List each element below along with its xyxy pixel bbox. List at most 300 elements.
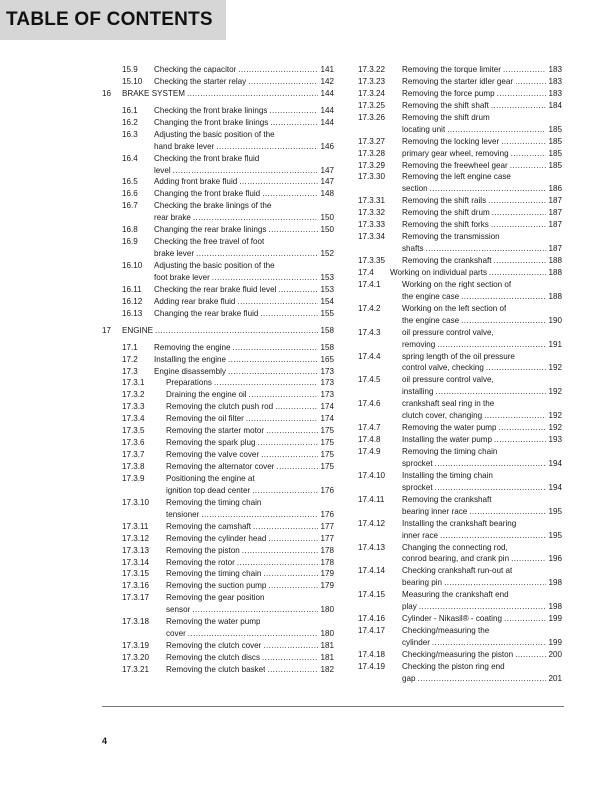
toc-entry-line [358, 589, 562, 601]
toc-entry[interactable] [358, 542, 562, 566]
dot-leader [440, 530, 546, 542]
toc-entry[interactable] [358, 649, 562, 661]
toc-entry[interactable] [102, 176, 334, 188]
toc-page-number: 188 [548, 267, 562, 277]
toc-right-column [358, 64, 562, 685]
toc-entry[interactable] [102, 401, 334, 413]
toc-entry-number: 17.3.1 [122, 378, 145, 388]
toc-entry-number: 17.3.19 [122, 641, 150, 651]
dot-leader [214, 377, 319, 389]
footer-divider [102, 706, 564, 707]
toc-entry-line [102, 117, 334, 129]
toc-entry-line [358, 613, 562, 625]
toc-page-number: 144 [320, 105, 334, 115]
toc-entry-title: Changing the rear brake fluid [154, 308, 259, 318]
toc-page-number: 180 [320, 629, 334, 639]
toc-entry-title: oil pressure control valve, [402, 327, 494, 337]
toc-page-number: 183 [548, 76, 562, 86]
toc-page-number: 195 [548, 530, 562, 540]
toc-entry[interactable] [358, 613, 562, 625]
toc-entry-title: Removing the transmission [402, 232, 500, 242]
toc-entry[interactable] [102, 342, 334, 354]
dot-leader [252, 485, 318, 497]
dot-leader [269, 105, 318, 117]
toc-entry-title: Removing the shift shaft [402, 100, 489, 110]
toc-page-number: 174 [320, 414, 334, 424]
toc-entry-number: 17.4.5 [358, 375, 381, 385]
toc-entry[interactable] [358, 625, 562, 649]
toc-page-number: 175 [320, 462, 334, 471]
toc-entry[interactable] [358, 518, 562, 542]
toc-entry[interactable] [102, 200, 334, 224]
toc-entry-title: Removing the torque limiter [402, 65, 501, 74]
toc-entry[interactable] [358, 88, 562, 100]
toc-entry[interactable] [102, 117, 334, 129]
toc-entry[interactable] [102, 260, 334, 284]
dot-leader [444, 577, 546, 589]
toc-entry[interactable] [358, 148, 562, 160]
toc-entry-line [358, 494, 562, 506]
dot-leader [261, 449, 318, 461]
toc-page-number: 147 [320, 177, 334, 187]
toc-entry[interactable] [358, 255, 562, 267]
toc-page-number: 177 [320, 521, 334, 531]
toc-entry-title: bearing pin [402, 578, 443, 588]
toc-entry-title: Removing the rotor [166, 557, 235, 567]
toc-entry-line [102, 248, 334, 260]
toc-entry[interactable] [102, 236, 334, 260]
toc-entry-title: Installing the water pump [402, 435, 492, 445]
toc-entry-line [102, 461, 334, 473]
header-bar [0, 0, 226, 40]
dot-leader [489, 267, 546, 279]
toc-entry-line [102, 64, 334, 76]
toc-page-number: 198 [548, 578, 562, 588]
toc-entry[interactable] [102, 592, 334, 616]
toc-entry[interactable] [358, 351, 562, 375]
toc-entry-title: gap [402, 673, 416, 683]
dot-leader [196, 248, 318, 260]
toc-entry-title: Measuring the crankshaft end [402, 590, 509, 600]
toc-entry-line [102, 604, 334, 616]
toc-entry-title: Preparations [166, 378, 212, 388]
toc-entry-title: Checking the free travel of foot [154, 237, 265, 247]
toc-entry-line [102, 616, 334, 628]
page-number: 4 [102, 736, 108, 746]
toc-entry[interactable] [358, 279, 562, 303]
toc-entry[interactable] [358, 136, 562, 148]
toc-entry-title: Removing the alternator cover [166, 462, 275, 471]
toc-entry[interactable] [358, 64, 562, 76]
toc-entry[interactable] [102, 521, 334, 533]
toc-entry-number: 16.9 [122, 237, 138, 247]
toc-entry-title: section [402, 184, 428, 194]
toc-page-number: 194 [548, 482, 562, 492]
toc-entry-title: clutch cover, changing [402, 411, 483, 421]
dot-leader [262, 652, 318, 664]
dot-leader [491, 219, 547, 231]
toc-entry[interactable] [358, 207, 562, 219]
dot-leader [253, 521, 318, 533]
toc-entry-title: cover [166, 629, 186, 639]
toc-entry-number: 17.4.6 [358, 399, 381, 409]
toc-page-number: 150 [320, 225, 334, 235]
dot-leader [173, 165, 319, 177]
toc-entry-line [358, 88, 562, 100]
dot-leader [484, 410, 546, 422]
toc-entry-number: 16.6 [122, 189, 138, 199]
toc-entry-title: Checking the brake linings of the [154, 201, 272, 211]
toc-entry[interactable] [102, 153, 334, 177]
toc-entry-title: Removing the clutch discs [166, 653, 261, 662]
toc-entry-number: 17.3.27 [358, 136, 386, 146]
toc-entry[interactable] [102, 497, 334, 521]
toc-entry[interactable] [358, 494, 562, 518]
toc-entry-line [358, 100, 562, 112]
toc-entry[interactable] [102, 325, 334, 337]
toc-entry[interactable] [358, 470, 562, 494]
toc-page-number: 155 [320, 308, 334, 318]
toc-entry-number: 17.4.14 [358, 566, 386, 576]
toc-entry-title: removing [402, 339, 436, 349]
toc-entry-title: Removing the locking lever [402, 136, 500, 146]
toc-page-number: 194 [548, 458, 562, 468]
toc-entry[interactable] [102, 308, 334, 320]
dot-leader [263, 568, 318, 580]
toc-entry-title: Checking crankshaft run-out at [402, 566, 513, 576]
toc-page-number: 192 [548, 423, 562, 433]
toc-entry[interactable] [102, 568, 334, 580]
toc-page-number: 173 [320, 378, 334, 388]
toc-entry[interactable] [358, 661, 562, 685]
toc-entry-line [358, 195, 562, 207]
dot-leader [275, 401, 318, 413]
toc-entry[interactable] [102, 366, 334, 378]
toc-entry[interactable] [358, 422, 562, 434]
toc-entry-title: level [154, 165, 171, 175]
toc-page-number: 174 [320, 402, 334, 412]
dot-leader [228, 354, 318, 366]
toc-entry-title: ENGINE [122, 325, 154, 335]
toc-entry-line [102, 188, 334, 200]
toc-entry[interactable] [102, 377, 334, 389]
toc-page-number: 173 [320, 366, 334, 376]
toc-page-number: 185 [548, 160, 562, 170]
dot-leader [436, 386, 547, 398]
toc-entry-line [102, 664, 334, 676]
dot-leader [504, 613, 547, 625]
dot-leader [511, 553, 546, 565]
toc-entry-title: rear brake [154, 213, 191, 223]
toc-entry-number: 16 [102, 88, 112, 98]
toc-entry[interactable] [358, 171, 562, 195]
toc-entry-number: 17.4.9 [358, 447, 381, 456]
toc-page-number: 178 [320, 557, 334, 567]
toc-entry-number: 16.7 [122, 201, 138, 211]
toc-page-number: 187 [548, 208, 562, 218]
toc-entry-number: 17.3.7 [122, 450, 145, 460]
toc-entry-line [358, 374, 562, 386]
toc-entry[interactable] [102, 389, 334, 401]
toc-page-number: 193 [548, 435, 562, 445]
dot-leader [510, 160, 547, 172]
dot-leader [437, 339, 546, 351]
toc-entry-title: Working on individual parts [390, 267, 488, 277]
toc-entry-title: Removing the freewheel gear [402, 160, 508, 170]
toc-entry-title: Checking the front brake linings [154, 105, 268, 115]
toc-entry[interactable] [102, 557, 334, 569]
toc-entry[interactable] [102, 461, 334, 473]
toc-entry[interactable] [358, 374, 562, 398]
toc-entry-line [102, 236, 334, 248]
toc-entry[interactable] [358, 267, 562, 279]
toc-entry-number: 17.4.10 [358, 470, 386, 480]
toc-entry[interactable] [102, 88, 334, 100]
toc-entry-number: 17.3.8 [122, 462, 145, 471]
toc-entry-line [102, 413, 334, 425]
toc-entry-line [358, 637, 562, 649]
toc-entry[interactable] [102, 188, 334, 200]
dot-leader [501, 136, 546, 148]
toc-page-number: 176 [320, 509, 334, 519]
dot-leader [515, 76, 546, 88]
toc-entry-line [102, 449, 334, 461]
dot-leader [461, 315, 546, 327]
toc-page-number: 188 [548, 291, 562, 301]
toc-entry-line [102, 76, 334, 88]
toc-entry-title: Installing the crankshaft bearing [402, 518, 517, 528]
toc-entry-title: bearing inner race [402, 506, 468, 516]
toc-entry-title: Changing the connecting rod, [402, 542, 508, 552]
toc-entry-line [102, 568, 334, 580]
toc-entry-line [102, 105, 334, 117]
toc-entry[interactable] [358, 160, 562, 172]
toc-entry[interactable] [358, 76, 562, 88]
toc-entry-title: the engine case [402, 291, 460, 301]
toc-entry-title: Removing the shift drum [402, 208, 490, 218]
toc-entry-line [358, 339, 562, 351]
toc-entry-title: Removing the shift rails [402, 196, 487, 206]
toc-entry-title: Removing the timing chain [166, 497, 262, 507]
toc-entry-number: 16.11 [122, 284, 142, 294]
toc-entry-title: spring length of the oil pressure [402, 351, 515, 361]
toc-page-number: 199 [548, 638, 562, 647]
dot-leader [266, 425, 318, 437]
toc-entry-line [102, 377, 334, 389]
toc-entry[interactable] [102, 284, 334, 296]
toc-page-number: 192 [548, 387, 562, 397]
toc-page-number: 141 [320, 65, 334, 74]
toc-entry-line [358, 112, 562, 124]
toc-page-number: 187 [548, 244, 562, 254]
toc-entry-number: 17 [102, 325, 112, 335]
toc-entry-number: 17.3.32 [358, 208, 386, 218]
toc-page-number: 158 [320, 325, 334, 335]
toc-entry-number: 17.3.23 [358, 76, 386, 86]
toc-entry-number: 17.3.12 [122, 533, 150, 543]
toc-entry-line [358, 231, 562, 243]
toc-entry-title: Checking/measuring the piston [402, 649, 514, 659]
toc-entry[interactable] [102, 224, 334, 236]
toc-entry-number: 17.4.16 [358, 614, 386, 624]
dot-leader [447, 124, 546, 136]
toc-entry-title: tensioner [166, 509, 200, 519]
dot-leader [242, 545, 319, 557]
toc-entry-number: 17.4.3 [358, 327, 381, 337]
toc-entry-line [358, 565, 562, 577]
toc-entry-number: 15.10 [122, 76, 143, 86]
toc-entry-number: 17.4.15 [358, 590, 386, 600]
dot-leader [494, 255, 547, 267]
toc-entry-line [358, 470, 562, 482]
toc-entry-line [358, 410, 562, 422]
toc-entry[interactable] [102, 76, 334, 88]
dot-leader [461, 291, 546, 303]
toc-entry[interactable] [102, 105, 334, 117]
dot-leader [193, 212, 319, 224]
toc-entry[interactable] [102, 533, 334, 545]
toc-entry[interactable] [358, 100, 562, 112]
toc-entry[interactable] [358, 398, 562, 422]
toc-entry-line [102, 628, 334, 640]
toc-entry[interactable] [102, 129, 334, 153]
toc-entry[interactable] [358, 219, 562, 231]
toc-entry-number: 17.4.12 [358, 518, 386, 528]
toc-entry-title: Removing the camshaft [166, 521, 252, 531]
toc-entry-title: Working on the right section of [402, 279, 512, 289]
toc-entry-line [102, 260, 334, 272]
toc-entry-line [102, 509, 334, 521]
toc-page-number: 191 [548, 339, 562, 349]
toc-entry-number: 17.3.34 [358, 232, 386, 242]
toc-entry[interactable] [358, 231, 562, 255]
toc-entry-title: Adjusting the basic position of the [154, 261, 275, 270]
dot-leader [486, 362, 547, 374]
toc-entry-number: 17.4.8 [358, 435, 381, 445]
toc-entry-line [358, 76, 562, 88]
toc-page-number: 190 [548, 315, 562, 325]
toc-entry[interactable] [358, 327, 562, 351]
toc-entry-line [102, 545, 334, 557]
toc-entry-line [102, 325, 334, 337]
toc-entry-line [358, 506, 562, 518]
dot-leader [469, 506, 546, 518]
toc-entry[interactable] [102, 473, 334, 497]
toc-entry-number: 16.8 [122, 225, 138, 235]
toc-entry-line [358, 601, 562, 613]
toc-entry[interactable] [102, 664, 334, 676]
toc-entry-line [102, 437, 334, 449]
toc-entry-line [102, 129, 334, 141]
toc-entry-line [358, 553, 562, 565]
toc-entry-title: Removing the crankshaft [402, 256, 492, 265]
toc-entry-title: Changing the front brake fluid [154, 189, 261, 199]
toc-page-number: 185 [548, 136, 562, 146]
toc-entry[interactable] [358, 446, 562, 470]
toc-entry-title: Checking the starter relay [154, 76, 247, 86]
dot-leader [432, 637, 547, 649]
toc-entry-title: Positioning the engine at [166, 473, 255, 483]
toc-page-number: 175 [320, 438, 334, 448]
toc-entry-title: inner race [402, 530, 438, 540]
toc-entry[interactable] [102, 545, 334, 557]
toc-entry-title: foot brake lever [154, 272, 210, 282]
toc-entry[interactable] [358, 565, 562, 589]
toc-entry-line [358, 625, 562, 637]
toc-page-number: 165 [320, 354, 334, 364]
dot-leader [268, 224, 318, 236]
toc-entry[interactable] [102, 616, 334, 640]
toc-entry[interactable] [102, 64, 334, 76]
toc-entry[interactable] [358, 195, 562, 207]
toc-page-number: 181 [320, 641, 334, 651]
toc-entry[interactable] [358, 303, 562, 327]
toc-entry-number: 17.3.35 [358, 256, 386, 265]
toc-page-number: 184 [548, 100, 562, 110]
toc-entry-line [102, 640, 334, 652]
toc-entry-line [102, 296, 334, 308]
toc-entry[interactable] [102, 652, 334, 664]
dot-leader [248, 76, 318, 88]
toc-entry-title: installing [402, 387, 434, 397]
toc-entry-title: Removing the piston [166, 545, 240, 555]
dot-leader [435, 482, 547, 494]
toc-entry-number: 16.4 [122, 153, 138, 163]
toc-entry[interactable] [102, 413, 334, 425]
toc-entry[interactable] [102, 580, 334, 592]
toc-entry-title: Engine disassembly [154, 366, 226, 376]
toc-entry-title: crankshaft seal ring in the [402, 399, 495, 409]
toc-entry-line [358, 183, 562, 195]
dot-leader [270, 117, 318, 129]
toc-entry-line [102, 88, 334, 100]
dot-leader [212, 272, 319, 284]
toc-entry[interactable] [102, 296, 334, 308]
dot-leader [268, 533, 318, 545]
toc-entry-line [102, 557, 334, 569]
toc-entry[interactable] [102, 449, 334, 461]
toc-page-number: 183 [548, 65, 562, 74]
toc-page-number: 175 [320, 450, 334, 460]
toc-entry[interactable] [358, 589, 562, 613]
toc-entry[interactable] [102, 640, 334, 652]
toc-entry-title: Removing the shift drum [402, 112, 490, 122]
toc-entry[interactable] [102, 354, 334, 366]
toc-entry-line [358, 518, 562, 530]
toc-entry-line [358, 327, 562, 339]
toc-entry[interactable] [102, 425, 334, 437]
dot-leader [216, 141, 318, 153]
toc-entry-line [358, 422, 562, 434]
toc-page-number: 178 [320, 545, 334, 555]
toc-entry-title: Removing the valve cover [166, 450, 260, 460]
toc-entry-title: primary gear wheel, removing [402, 148, 509, 158]
toc-entry[interactable] [358, 434, 562, 446]
toc-entry-title: ignition top dead center [166, 485, 251, 495]
toc-entry-title: sprocket [402, 458, 433, 468]
toc-page-number: 187 [548, 196, 562, 206]
toc-entry-title: brake lever [154, 249, 195, 259]
toc-page-number: 179 [320, 569, 334, 579]
toc-entry-line [102, 533, 334, 545]
toc-entry-title: Working on the left section of [402, 303, 507, 313]
toc-entry[interactable] [102, 437, 334, 449]
toc-entry-title: Removing the crankshaft [402, 494, 492, 504]
toc-page-number: 179 [320, 581, 334, 591]
toc-entry[interactable] [358, 112, 562, 136]
toc-entry-title: Removing the timing chain [166, 569, 262, 579]
toc-entry-title: Removing the clutch cover [166, 641, 262, 651]
